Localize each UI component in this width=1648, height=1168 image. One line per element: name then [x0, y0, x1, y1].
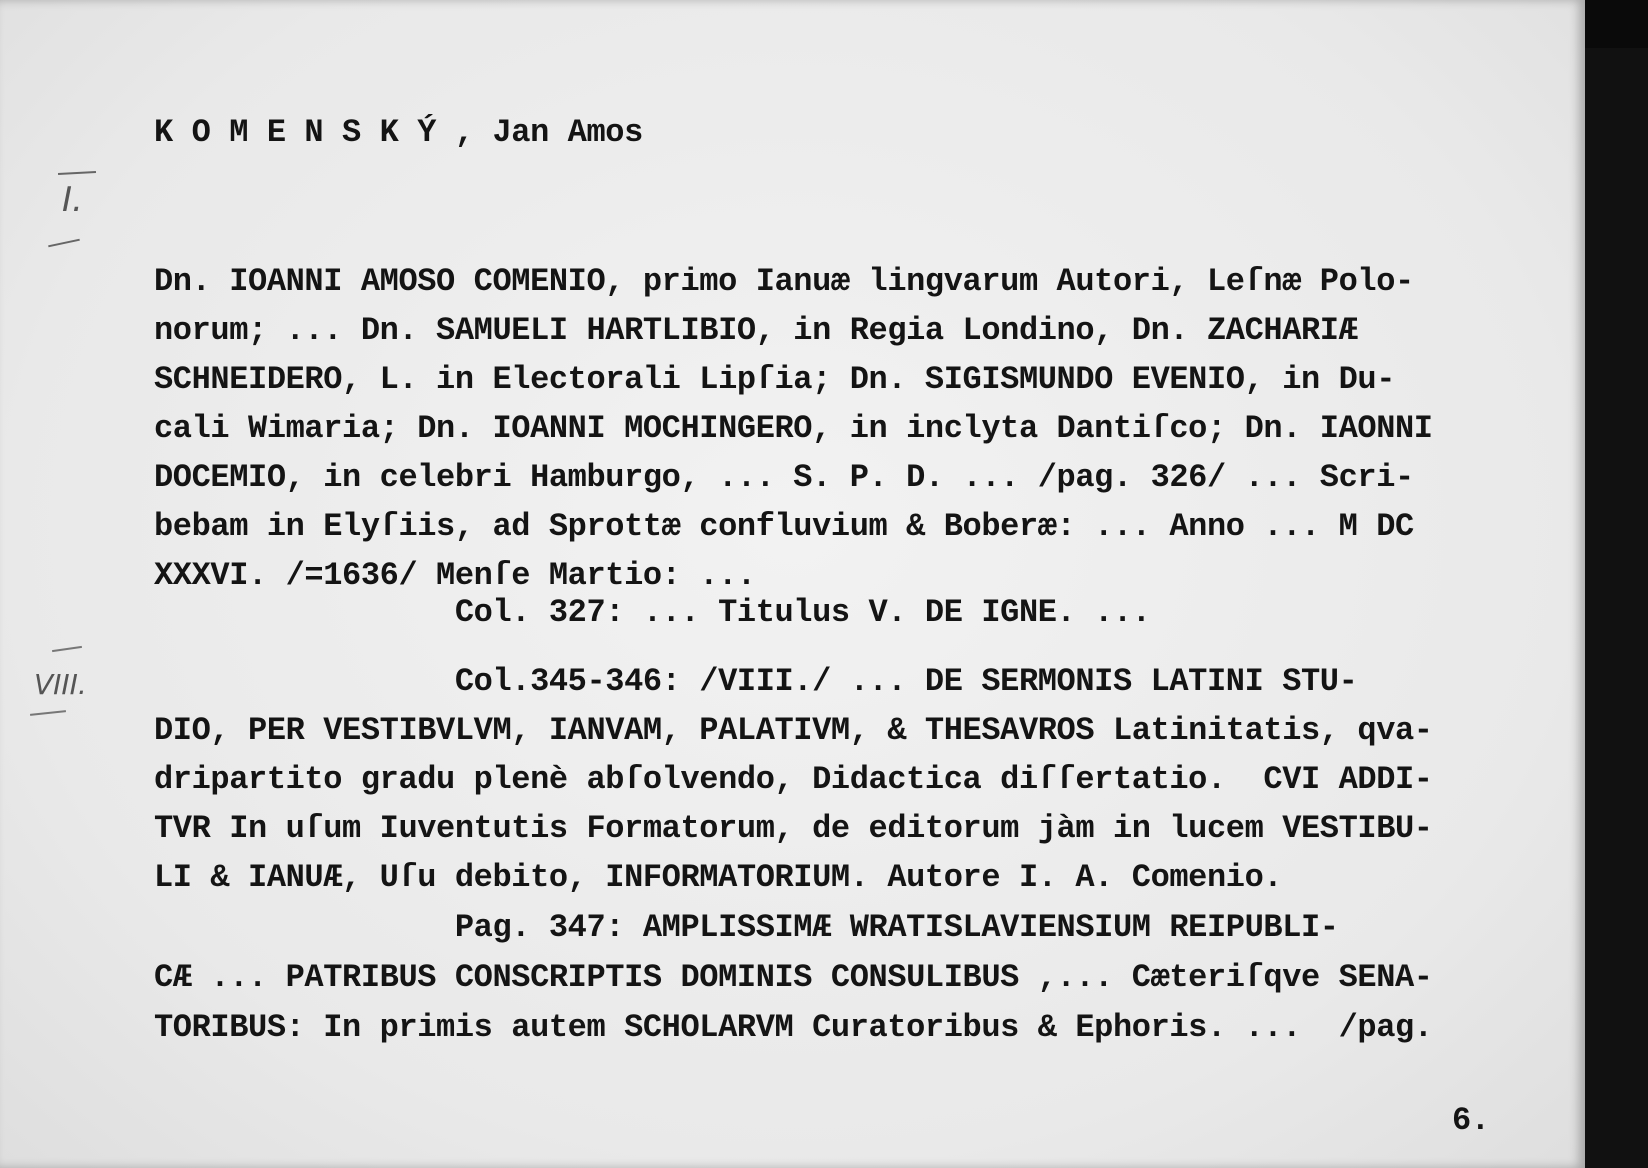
text-line: LI & IANUÆ, Uſu debito, INFORMATORIUM. Autore I. A. Comenio. — [154, 859, 1283, 896]
margin-note-roman-eight: VIII. — [34, 668, 87, 701]
scanner-corner — [1585, 0, 1648, 48]
margin-mark-bar — [30, 710, 66, 716]
text-line: Pag. 347: AMPLISSIMÆ WRATISLAVIENSIUM REIPUBLI- — [154, 909, 1339, 946]
text-line: dripartito gradu plenè abſolvendo, Didactica diſſertatio. CVI ADDI- — [154, 761, 1433, 798]
text-line: SCHNEIDERO, L. in Electorali Lipſia; Dn. SIGISMUNDO EVENIO, in Du- — [154, 361, 1396, 398]
margin-mark-bar — [48, 239, 80, 248]
text-line: TVR In uſum Iuventutis Formatorum, de editorum jàm in lucem VESTIBU- — [154, 810, 1433, 847]
margin-mark-bar — [58, 171, 96, 175]
text-line: DIO, PER VESTIBVLVM, IANVAM, PALATIVM, & THESAVROS Latinitatis, qva- — [154, 712, 1433, 749]
text-line: Dn. IOANNI AMOSO COMENIO, primo Ianuæ lingvarum Autori, Leſnæ Polo- — [154, 263, 1414, 300]
text-line: CÆ ... PATRIBUS CONSCRIPTIS DOMINIS CONSULIBUS ,... Cæteriſqve SENA- — [154, 959, 1433, 996]
text-line: bebam in Elyſiis, ad Sprottæ confluvium & Boberæ: ... Anno ... M DC — [154, 508, 1414, 545]
text-line: TORIBUS: In primis autem SCHOLARVM Curatoribus & Ephoris. ... /pag. — [154, 1009, 1433, 1046]
margin-mark-bar — [52, 646, 82, 652]
margin-note-roman-one: I. — [62, 180, 83, 220]
scanner-background-edge — [1585, 0, 1648, 1168]
page-number: 6. — [1452, 1102, 1490, 1139]
text-line: norum; ... Dn. SAMUELI HARTLIBIO, in Regia Londino, Dn. ZACHARIÆ — [154, 312, 1358, 349]
text-line: Col. 327: ... Titulus V. DE IGNE. ... — [154, 594, 1151, 631]
text-line: XXXVI. /=1636/ Menſe Martio: ... — [154, 557, 756, 594]
text-line: Col.345-346: /VIII./ ... DE SERMONIS LATINI STU- — [154, 663, 1358, 700]
card-heading: K O M E N S K Ý , Jan Amos — [154, 114, 643, 151]
text-line: cali Wimaria; Dn. IOANNI MOCHINGERO, in inclyta Dantiſco; Dn. IAONNI — [154, 410, 1433, 447]
text-line: DOCEMIO, in celebri Hamburgo, ... S. P. D. ... /pag. 326/ ... Scri- — [154, 459, 1414, 496]
